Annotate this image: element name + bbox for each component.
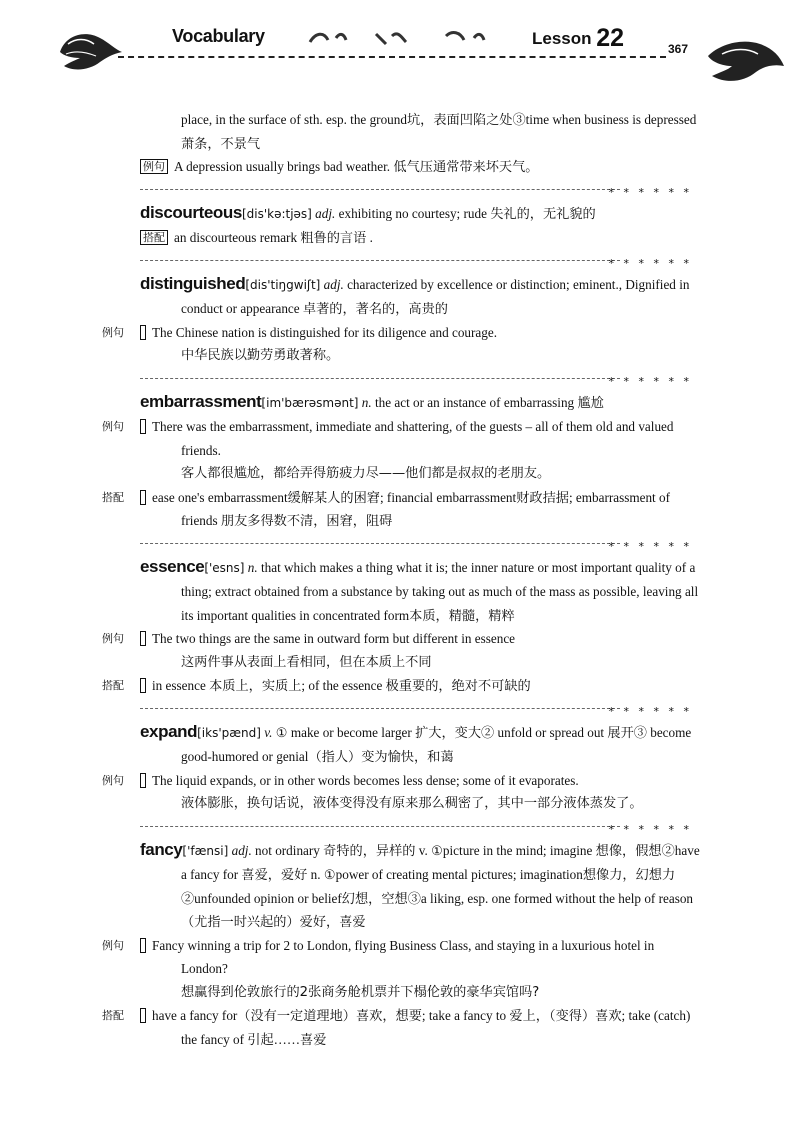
example-translation: 这两件事从表面上看相同，但在本质上不同 (181, 654, 432, 670)
part-of-speech: adj. (231, 842, 252, 858)
example-tag: 例句 (140, 773, 146, 788)
pronunciation: ['fænsi] (182, 843, 229, 858)
collocation-tag: 搭配 (140, 678, 146, 693)
example-translation: 液体膨胀，换句话说，液体变得没有原来那么稠密了，其中一部分液体蒸发了。 (181, 796, 643, 811)
pronunciation: [dis'kə:tjəs] (241, 206, 312, 221)
decorative-waves-icon (306, 28, 516, 48)
headword: distinguished (140, 273, 246, 293)
headword: discourteous (140, 202, 242, 222)
headword: essence (140, 556, 205, 576)
pronunciation: [dis'tiŋgwiʃt] (245, 277, 321, 292)
entry-discourteous (140, 201, 700, 227)
entry-fancy (140, 838, 700, 934)
collocation-line: 搭配 ease one's embarrassment缓解某人的困窘; financial embarrassment财政拮据; embarrassment of friends 朋友多得数不清，困窘，阻碍 (102, 489, 671, 528)
headword: expand (140, 721, 198, 741)
part-of-speech: adj. (323, 276, 344, 292)
example-tag: 例句 (140, 159, 168, 174)
example-line: 例句 The liquid expands, or in other words becomes less dense; some of it evaporates. (102, 772, 579, 788)
part-of-speech: n. (247, 559, 258, 575)
entry-distinguished (140, 272, 700, 321)
definition: exhibiting no courtesy; rude 失礼的，无礼貌的 (335, 205, 596, 221)
collocation-line: 搭配 in essence 本质上，实质上; of the essence 极重要的，绝对不可缺的 (102, 678, 531, 693)
part-of-speech: n. (361, 394, 372, 410)
definition: characterized by excellence or distinction; eminent., Dignified in conduct or appearance 卓著的，著名的，高贵的 (181, 276, 690, 316)
example-line: 例句 Fancy winning a trip for 2 to London, flying Business Class, and staying in a luxurious hotel in London? (102, 937, 655, 976)
entry-expand (140, 720, 700, 769)
section-title: Vocabulary (172, 26, 265, 46)
example-tag: 例句 (140, 419, 146, 434)
example-translation: 客人都很尴尬，都给弄得筋疲力尽——他们都是叔叔的老朋友。 (181, 466, 551, 481)
entry-separator: * * * * * * (140, 818, 700, 834)
bird-ornament-right-icon (702, 26, 788, 90)
bird-ornament-left-icon (56, 22, 126, 78)
part-of-speech: v. (264, 724, 273, 740)
entry-essence (140, 555, 700, 628)
definition: ① make or become larger 扩大，变大② unfold or spread out 展开③ become good-humored or genial（指人）变为愉快，和蔼 (181, 724, 692, 764)
collocation-tag: 搭配 (140, 490, 146, 505)
example-line: 例句 The Chinese nation is distinguished for its diligence and courage. (102, 324, 497, 340)
page-number: 367 (668, 42, 689, 56)
example-tag: 例句 (140, 325, 146, 340)
collocation-tag: 搭配 (140, 230, 168, 245)
definition: that which makes a thing what it is; the inner nature or most important quality of a thing; extract obtained from a substance by taking out as much of the mass as possible, leaving all its important qualities in concentrated form本质，精髓，精粹 (181, 559, 699, 623)
definition-continuation: place, in the surface of sth. esp. the ground坑，表面凹陷之处③time when business is depressed萧条，不景气 (181, 112, 697, 151)
entry-separator: * * * * * * (140, 181, 700, 197)
entry-embarrassment (140, 390, 700, 416)
example-line: 例句 The two things are the same in outward form but different in essence (102, 631, 516, 646)
example-translation: 想赢得到伦敦旅行的2张商务舱机票并下榻伦敦的豪华宾馆吗? (181, 984, 540, 1000)
collocation-line: 搭配 have a fancy for（没有一定道理地）喜欢，想要; take a fancy to 爱上，（变得）喜欢; take (catch) the fancy of 引起……喜爱 (102, 1008, 691, 1047)
lesson-title: Lesson 22 (532, 24, 625, 52)
pronunciation: [iks'pænd] (197, 725, 261, 740)
headword: fancy (140, 839, 183, 859)
collocation-line: 搭配 an discourteous remark 粗鲁的言语 . (140, 226, 700, 250)
collocation-tag: 搭配 (140, 1008, 146, 1023)
definition: the act or an instance of embarrassing 尴尬 (371, 394, 604, 410)
example-line: 例句 A depression usually brings bad weather. 低气压通常带来坏天气。 (140, 155, 700, 179)
entry-separator: * * * * * * (140, 370, 700, 386)
example-line: 例句 There was the embarrassment, immediate and shattering, of the guests – all of them old and valued friends. (102, 419, 674, 458)
entry-separator: * * * * * * (140, 252, 700, 268)
entry-separator: * * * * * * (140, 700, 700, 716)
entry-separator: * * * * * * (140, 535, 700, 551)
pronunciation: [im'bærəsmənt] (261, 395, 359, 410)
page-header (0, 0, 800, 100)
header-divider (118, 56, 666, 58)
part-of-speech: adj. (315, 205, 336, 221)
vocabulary-content (102, 108, 700, 1051)
definition: not ordinary 奇特的，异样的 v. ①picture in the mind; imagine 想像，假想②have a fancy for 喜爱，爱好 n. ①power of creating mental pictures; imagination想像力，幻想力②unfounded opinion or belief幻想，空想③a liking, esp. one formed without the help of reason（尤指一时兴起的）爱好，喜爱 (181, 842, 700, 929)
example-tag: 例句 (140, 938, 146, 953)
headword: embarrassment (140, 391, 262, 411)
example-translation: 中华民族以勤劳勇敢著称。 (181, 348, 340, 363)
example-tag: 例句 (140, 631, 146, 646)
pronunciation: ['esns] (204, 560, 245, 575)
